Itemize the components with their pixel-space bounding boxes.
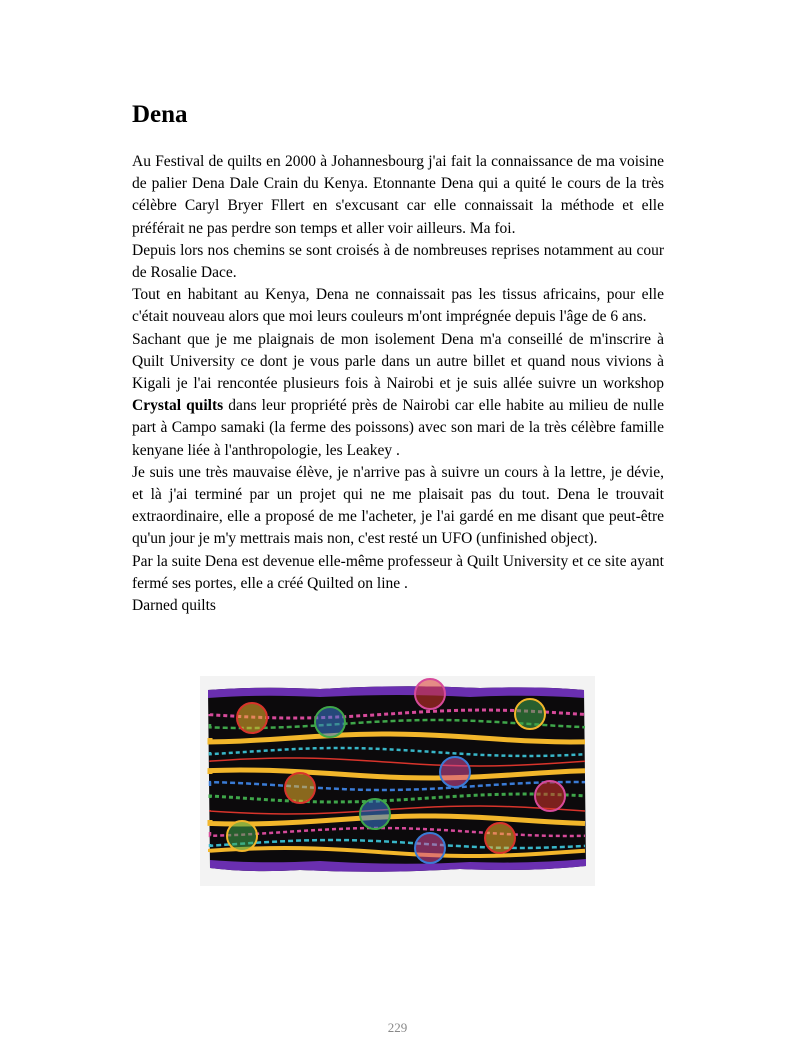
- quilt-circle: [227, 821, 257, 851]
- paragraph-3: Tout en habitant au Kenya, Dena ne connaissait pas les tissus africains, pour elle c'était nouveau alors que moi leurs couleurs m'ont imprégnée depuis l'âge de 6 ans.: [132, 286, 664, 326]
- quilt-circle: [360, 799, 390, 829]
- quilt-circle: [285, 773, 315, 803]
- quilt-photo: [200, 676, 595, 886]
- paragraph-6: Par la suite Dena est devenue elle-même professeur à Quilt University et ce site ayant fermé ses portes, elle a créé Quilted on line .: [132, 552, 664, 592]
- paragraph-1: Au Festival de quilts en 2000 à Johannesbourg j'ai fait la connaissance de ma voisine de palier Dena Dale Crain du Kenya. Etonnante Dena qui a quité le cours de la très célèbre Caryl Bryer Fllert en s'excusant car elle connaissait la méthode et elle préférait ne pas perdre son temps et aller voir ailleurs. Ma foi.: [132, 153, 664, 237]
- quilt-circle: [415, 833, 445, 863]
- page-title: Dena: [132, 101, 188, 128]
- quilt-circle: [315, 707, 345, 737]
- paragraph-7: Darned quilts: [132, 597, 216, 615]
- paragraph-2: Depuis lors nos chemins se sont croisés à de nombreuses reprises notamment au cour de Rosalie Dace.: [132, 241, 664, 282]
- paragraph-4-text-start: Sachant que je me plaignais de mon isolement Dena m'a conseillé de m'inscrire à Quilt University ce dont je vous parle dans un autre billet et quand nous vivions à Kigali je l'ai rencontée plusieurs fois à Nairobi et je suis allée suivre un workshop: [132, 330, 664, 393]
- paragraph-4-text-end: dans leur propriété près de Nairobi car elle habite au milieu de nulle part à Campo samaki (la ferme des poissons) avec son mari de la très célèbre famille kenyane liée à l'anthropologie, les Leakey .: [132, 397, 665, 459]
- quilt-circle: [440, 757, 470, 787]
- workshop-name: Crystal quilts: [132, 397, 224, 415]
- quilt-circle: [485, 823, 515, 853]
- paragraph-4: [132, 329, 664, 462]
- quilt-circle: [415, 679, 445, 709]
- paragraph-5: Je suis une très mauvaise élève, je n'arrive pas à suivre un cours à la lettre, je dévie, et là j'ai terminé par un projet qui ne me plaisait pas du tout. Dena le trouvait extraordinaire, elle a proposé de me l'acheter, je l'ai gardé en me disant que peut-être qu'un jour je m'y mettrais mais non, c'est resté un UFO (unfinished object).: [132, 463, 664, 548]
- article-body: [132, 151, 664, 617]
- quilt-circle: [237, 703, 267, 733]
- quilt-circle: [535, 781, 565, 811]
- page-number: 229: [387, 1020, 408, 1035]
- quilt-circle: [515, 699, 545, 729]
- quilt-image: [200, 676, 595, 886]
